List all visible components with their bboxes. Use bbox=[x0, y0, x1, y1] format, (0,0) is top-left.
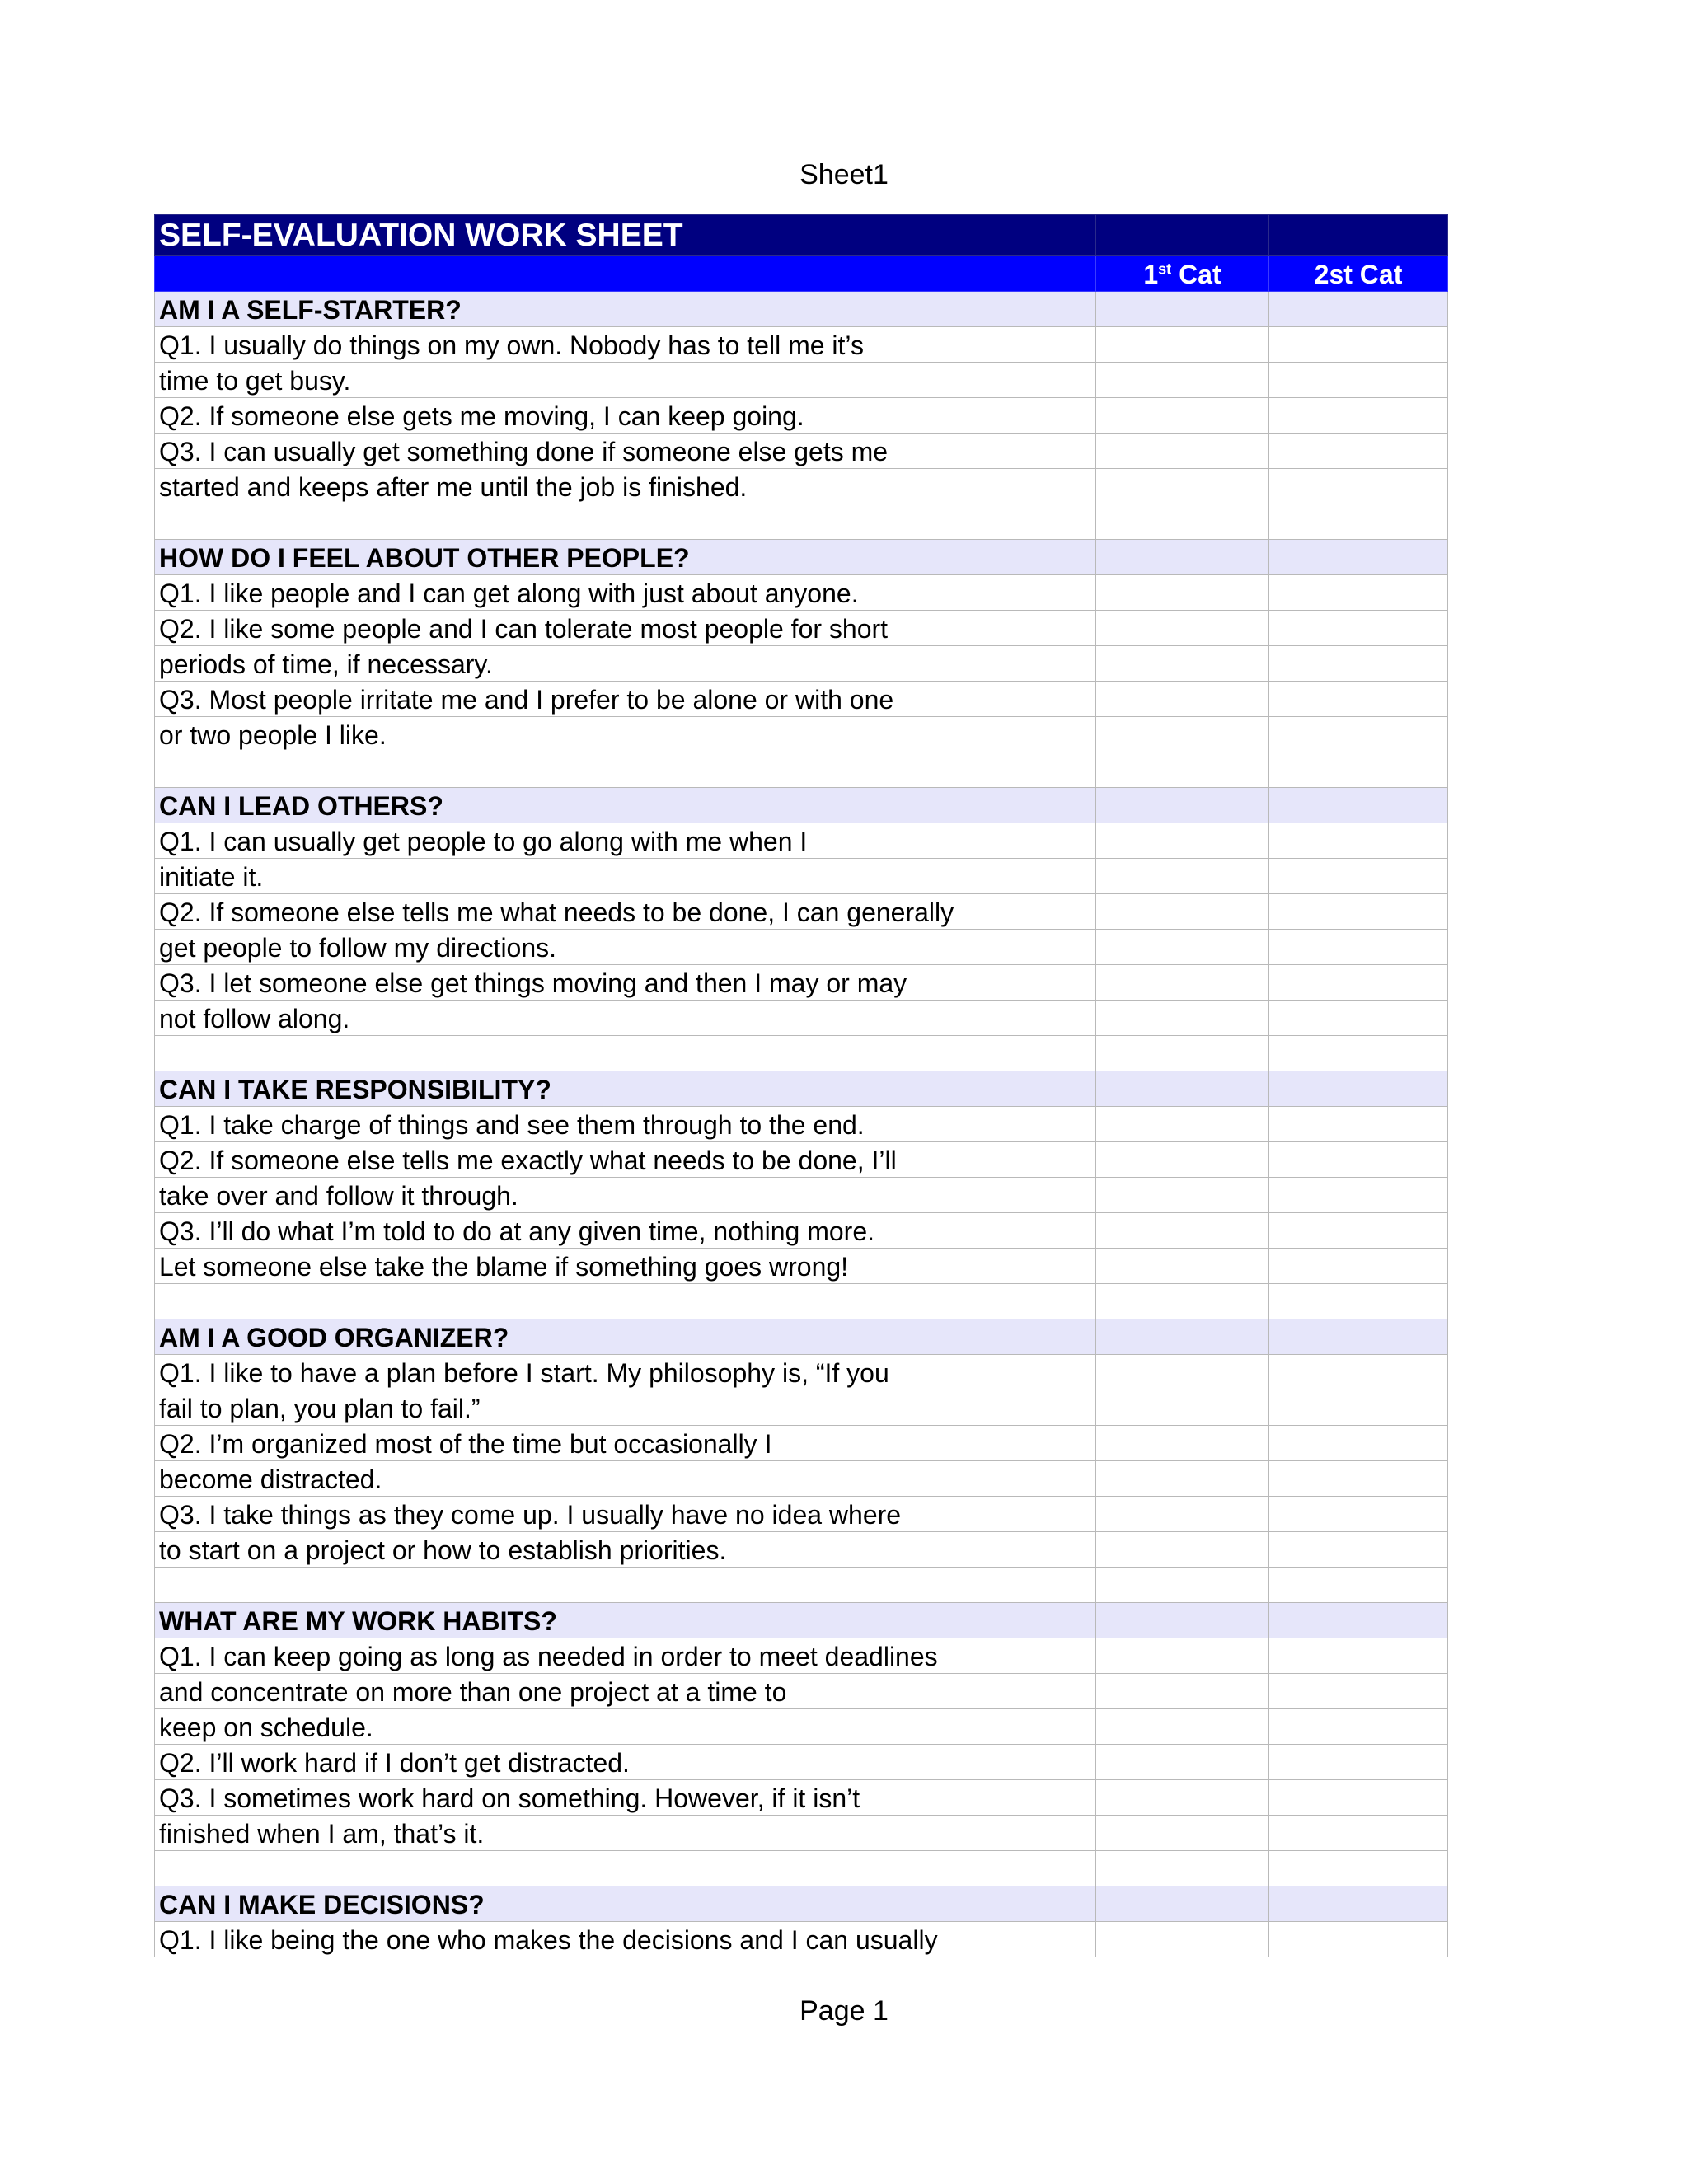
second-cat-cell[interactable] bbox=[1269, 1532, 1448, 1568]
question-row bbox=[155, 1780, 1448, 1816]
section-heading: AM I A SELF-STARTER? bbox=[155, 292, 1096, 327]
first-cat-cell[interactable] bbox=[1096, 1497, 1269, 1532]
blank-cell bbox=[155, 752, 1096, 788]
second-cat-cell bbox=[1269, 1851, 1448, 1886]
first-cat-cell[interactable] bbox=[1096, 1355, 1269, 1390]
question-text: Q3. I let someone else get things moving and then I may or may bbox=[155, 965, 1096, 1001]
question-row bbox=[155, 682, 1448, 717]
second-cat-cell[interactable] bbox=[1269, 1426, 1448, 1461]
second-cat-cell[interactable] bbox=[1269, 1816, 1448, 1851]
first-cat-cell[interactable] bbox=[1096, 1922, 1269, 1957]
blank-cell bbox=[155, 1036, 1096, 1071]
first-cat-cell bbox=[1096, 504, 1269, 540]
blank-cell bbox=[155, 1851, 1096, 1886]
first-cat-cell[interactable] bbox=[1096, 398, 1269, 434]
blank-row bbox=[155, 1036, 1448, 1071]
question-text: Q3. I can usually get something done if someone else gets me bbox=[155, 434, 1096, 469]
question-row bbox=[155, 1816, 1448, 1851]
second-cat-cell[interactable] bbox=[1269, 682, 1448, 717]
second-cat-cell[interactable] bbox=[1269, 1638, 1448, 1674]
second-cat-cell bbox=[1269, 1036, 1448, 1071]
question-row bbox=[155, 1674, 1448, 1709]
question-text: Q2. I’ll work hard if I don’t get distracted. bbox=[155, 1745, 1096, 1780]
question-row bbox=[155, 363, 1448, 398]
second-cat-cell bbox=[1269, 1603, 1448, 1638]
section-heading-row bbox=[155, 788, 1448, 823]
col1-rest: Cat bbox=[1171, 260, 1221, 289]
question-text: get people to follow my directions. bbox=[155, 930, 1096, 965]
second-cat-cell[interactable] bbox=[1269, 575, 1448, 611]
section-heading: CAN I MAKE DECISIONS? bbox=[155, 1886, 1096, 1922]
second-cat-cell[interactable] bbox=[1269, 823, 1448, 859]
first-cat-cell bbox=[1096, 1036, 1269, 1071]
blank-row bbox=[155, 1284, 1448, 1319]
question-text: or two people I like. bbox=[155, 717, 1096, 752]
column-header-blank bbox=[155, 256, 1096, 292]
first-cat-cell bbox=[1096, 752, 1269, 788]
second-cat-cell[interactable] bbox=[1269, 611, 1448, 646]
question-row bbox=[155, 1390, 1448, 1426]
question-row bbox=[155, 1142, 1448, 1178]
title-row bbox=[155, 215, 1448, 256]
second-cat-cell bbox=[1269, 540, 1448, 575]
first-cat-cell[interactable] bbox=[1096, 965, 1269, 1001]
first-cat-cell[interactable] bbox=[1096, 1107, 1269, 1142]
question-text: Q1. I can keep going as long as needed in order to meet deadlines bbox=[155, 1638, 1096, 1674]
question-text: fail to plan, you plan to fail.” bbox=[155, 1390, 1096, 1426]
question-text: take over and follow it through. bbox=[155, 1178, 1096, 1213]
col1-sup: st bbox=[1158, 260, 1172, 278]
second-cat-cell[interactable] bbox=[1269, 1213, 1448, 1249]
question-text: Q2. If someone else tells me exactly what needs to be done, I’ll bbox=[155, 1142, 1096, 1178]
question-text: started and keeps after me until the job is finished. bbox=[155, 469, 1096, 504]
first-cat-cell bbox=[1096, 292, 1269, 327]
question-text: Q3. I take things as they come up. I usually have no idea where bbox=[155, 1497, 1096, 1532]
first-cat-cell[interactable] bbox=[1096, 1674, 1269, 1709]
question-text: Q3. I’ll do what I’m told to do at any given time, nothing more. bbox=[155, 1213, 1096, 1249]
question-text: Q1. I like people and I can get along with just about anyone. bbox=[155, 575, 1096, 611]
worksheet-table bbox=[154, 214, 1448, 1957]
first-cat-cell[interactable] bbox=[1096, 894, 1269, 930]
first-cat-cell bbox=[1096, 540, 1269, 575]
second-cat-cell[interactable] bbox=[1269, 965, 1448, 1001]
question-text: to start on a project or how to establish priorities. bbox=[155, 1532, 1096, 1568]
second-cat-cell[interactable] bbox=[1269, 1922, 1448, 1957]
first-cat-cell[interactable] bbox=[1096, 1249, 1269, 1284]
col1-num: 1 bbox=[1143, 260, 1159, 289]
first-cat-cell[interactable] bbox=[1096, 682, 1269, 717]
question-text: Q1. I usually do things on my own. Nobody has to tell me it’s bbox=[155, 327, 1096, 363]
first-cat-cell[interactable] bbox=[1096, 1390, 1269, 1426]
second-cat-cell[interactable] bbox=[1269, 469, 1448, 504]
first-cat-cell[interactable] bbox=[1096, 434, 1269, 469]
second-cat-cell[interactable] bbox=[1269, 1001, 1448, 1036]
first-cat-cell[interactable] bbox=[1096, 646, 1269, 682]
second-cat-cell[interactable] bbox=[1269, 894, 1448, 930]
question-row bbox=[155, 1638, 1448, 1674]
question-row bbox=[155, 1355, 1448, 1390]
second-cat-cell[interactable] bbox=[1269, 1461, 1448, 1497]
second-cat-cell bbox=[1269, 788, 1448, 823]
first-cat-cell bbox=[1096, 1886, 1269, 1922]
question-text: Q1. I take charge of things and see them through to the end. bbox=[155, 1107, 1096, 1142]
question-text: and concentrate on more than one project at a time to bbox=[155, 1674, 1096, 1709]
second-cat-cell[interactable] bbox=[1269, 1249, 1448, 1284]
question-row bbox=[155, 1461, 1448, 1497]
second-cat-cell[interactable] bbox=[1269, 717, 1448, 752]
blank-row bbox=[155, 1568, 1448, 1603]
section-heading-row bbox=[155, 540, 1448, 575]
section-heading-row bbox=[155, 1071, 1448, 1107]
page-footer: Page 1 bbox=[799, 1995, 889, 2027]
column-header-2st-cat: 2st Cat bbox=[1269, 256, 1448, 292]
first-cat-cell[interactable] bbox=[1096, 1178, 1269, 1213]
section-heading-row bbox=[155, 1886, 1448, 1922]
question-text: keep on schedule. bbox=[155, 1709, 1096, 1745]
first-cat-cell bbox=[1096, 1603, 1269, 1638]
second-cat-cell[interactable] bbox=[1269, 398, 1448, 434]
question-row bbox=[155, 965, 1448, 1001]
first-cat-cell[interactable] bbox=[1096, 1709, 1269, 1745]
worksheet-body bbox=[155, 215, 1448, 1957]
second-cat-cell[interactable] bbox=[1269, 646, 1448, 682]
first-cat-cell[interactable] bbox=[1096, 469, 1269, 504]
question-row bbox=[155, 1532, 1448, 1568]
question-row bbox=[155, 930, 1448, 965]
question-text: Q1. I like to have a plan before I start. My philosophy is, “If you bbox=[155, 1355, 1096, 1390]
blank-row bbox=[155, 752, 1448, 788]
question-row bbox=[155, 1178, 1448, 1213]
question-row bbox=[155, 1497, 1448, 1532]
question-text: Q2. I’m organized most of the time but occasionally I bbox=[155, 1426, 1096, 1461]
question-row bbox=[155, 611, 1448, 646]
first-cat-cell[interactable] bbox=[1096, 930, 1269, 965]
section-heading-row bbox=[155, 1319, 1448, 1355]
question-row bbox=[155, 1745, 1448, 1780]
title-cell-col2 bbox=[1269, 215, 1448, 256]
question-text: Q1. I like being the one who makes the decisions and I can usually bbox=[155, 1922, 1096, 1957]
first-cat-cell bbox=[1096, 1284, 1269, 1319]
first-cat-cell[interactable] bbox=[1096, 327, 1269, 363]
question-text: Q1. I can usually get people to go along with me when I bbox=[155, 823, 1096, 859]
section-heading-row bbox=[155, 1603, 1448, 1638]
first-cat-cell[interactable] bbox=[1096, 1461, 1269, 1497]
question-row bbox=[155, 575, 1448, 611]
first-cat-cell[interactable] bbox=[1096, 1001, 1269, 1036]
second-cat-cell bbox=[1269, 752, 1448, 788]
worksheet-title: SELF-EVALUATION WORK SHEET bbox=[155, 215, 1096, 256]
second-cat-cell[interactable] bbox=[1269, 859, 1448, 894]
question-row bbox=[155, 859, 1448, 894]
blank-row bbox=[155, 504, 1448, 540]
second-cat-cell[interactable] bbox=[1269, 1390, 1448, 1426]
question-row bbox=[155, 894, 1448, 930]
question-row bbox=[155, 398, 1448, 434]
question-text: Q3. I sometimes work hard on something. However, if it isn’t bbox=[155, 1780, 1096, 1816]
first-cat-cell[interactable] bbox=[1096, 1142, 1269, 1178]
question-text: become distracted. bbox=[155, 1461, 1096, 1497]
question-text: Let someone else take the blame if something goes wrong! bbox=[155, 1249, 1096, 1284]
first-cat-cell[interactable] bbox=[1096, 1780, 1269, 1816]
question-row bbox=[155, 646, 1448, 682]
second-cat-cell[interactable] bbox=[1269, 1709, 1448, 1745]
first-cat-cell[interactable] bbox=[1096, 1426, 1269, 1461]
second-cat-cell[interactable] bbox=[1269, 434, 1448, 469]
sheet-name: Sheet1 bbox=[799, 159, 889, 190]
question-row bbox=[155, 1249, 1448, 1284]
question-row bbox=[155, 469, 1448, 504]
blank-cell bbox=[155, 504, 1096, 540]
first-cat-cell[interactable] bbox=[1096, 1816, 1269, 1851]
first-cat-cell[interactable] bbox=[1096, 859, 1269, 894]
question-text: finished when I am, that’s it. bbox=[155, 1816, 1096, 1851]
question-row bbox=[155, 434, 1448, 469]
section-heading: AM I A GOOD ORGANIZER? bbox=[155, 1319, 1096, 1355]
first-cat-cell bbox=[1096, 1851, 1269, 1886]
blank-cell bbox=[155, 1568, 1096, 1603]
second-cat-cell bbox=[1269, 504, 1448, 540]
question-row bbox=[155, 1213, 1448, 1249]
second-cat-cell[interactable] bbox=[1269, 1497, 1448, 1532]
question-text: periods of time, if necessary. bbox=[155, 646, 1096, 682]
column-header-row bbox=[155, 256, 1448, 292]
first-cat-cell[interactable] bbox=[1096, 1745, 1269, 1780]
second-cat-cell[interactable] bbox=[1269, 1142, 1448, 1178]
first-cat-cell bbox=[1096, 1568, 1269, 1603]
question-row bbox=[155, 1107, 1448, 1142]
blank-row bbox=[155, 1851, 1448, 1886]
question-row bbox=[155, 1426, 1448, 1461]
section-heading: WHAT ARE MY WORK HABITS? bbox=[155, 1603, 1096, 1638]
section-heading: HOW DO I FEEL ABOUT OTHER PEOPLE? bbox=[155, 540, 1096, 575]
second-cat-cell[interactable] bbox=[1269, 1178, 1448, 1213]
second-cat-cell[interactable] bbox=[1269, 327, 1448, 363]
first-cat-cell bbox=[1096, 1071, 1269, 1107]
second-cat-cell[interactable] bbox=[1269, 1745, 1448, 1780]
second-cat-cell[interactable] bbox=[1269, 1355, 1448, 1390]
question-row bbox=[155, 823, 1448, 859]
second-cat-cell bbox=[1269, 1319, 1448, 1355]
second-cat-cell[interactable] bbox=[1269, 930, 1448, 965]
second-cat-cell[interactable] bbox=[1269, 1780, 1448, 1816]
first-cat-cell bbox=[1096, 1319, 1269, 1355]
first-cat-cell[interactable] bbox=[1096, 823, 1269, 859]
first-cat-cell bbox=[1096, 788, 1269, 823]
question-text: initiate it. bbox=[155, 859, 1096, 894]
blank-cell bbox=[155, 1284, 1096, 1319]
question-text: Q2. I like some people and I can tolerate most people for short bbox=[155, 611, 1096, 646]
question-row bbox=[155, 327, 1448, 363]
column-header-1st-cat bbox=[1096, 256, 1269, 292]
second-cat-cell bbox=[1269, 1071, 1448, 1107]
section-heading-row bbox=[155, 292, 1448, 327]
second-cat-cell[interactable] bbox=[1269, 1107, 1448, 1142]
section-heading: CAN I TAKE RESPONSIBILITY? bbox=[155, 1071, 1096, 1107]
question-text: time to get busy. bbox=[155, 363, 1096, 398]
question-text: not follow along. bbox=[155, 1001, 1096, 1036]
first-cat-cell[interactable] bbox=[1096, 1213, 1269, 1249]
first-cat-cell[interactable] bbox=[1096, 1638, 1269, 1674]
first-cat-cell[interactable] bbox=[1096, 575, 1269, 611]
question-row bbox=[155, 1922, 1448, 1957]
first-cat-cell[interactable] bbox=[1096, 611, 1269, 646]
question-row bbox=[155, 1709, 1448, 1745]
second-cat-cell bbox=[1269, 1568, 1448, 1603]
question-text: Q2. If someone else tells me what needs to be done, I can generally bbox=[155, 894, 1096, 930]
title-cell-col1 bbox=[1096, 215, 1269, 256]
second-cat-cell bbox=[1269, 1886, 1448, 1922]
first-cat-cell[interactable] bbox=[1096, 717, 1269, 752]
first-cat-cell[interactable] bbox=[1096, 363, 1269, 398]
second-cat-cell[interactable] bbox=[1269, 1674, 1448, 1709]
second-cat-cell[interactable] bbox=[1269, 363, 1448, 398]
section-heading: CAN I LEAD OTHERS? bbox=[155, 788, 1096, 823]
question-text: Q2. If someone else gets me moving, I can keep going. bbox=[155, 398, 1096, 434]
second-cat-cell bbox=[1269, 292, 1448, 327]
question-text: Q3. Most people irritate me and I prefer to be alone or with one bbox=[155, 682, 1096, 717]
first-cat-cell[interactable] bbox=[1096, 1532, 1269, 1568]
second-cat-cell bbox=[1269, 1284, 1448, 1319]
question-row bbox=[155, 717, 1448, 752]
question-row bbox=[155, 1001, 1448, 1036]
